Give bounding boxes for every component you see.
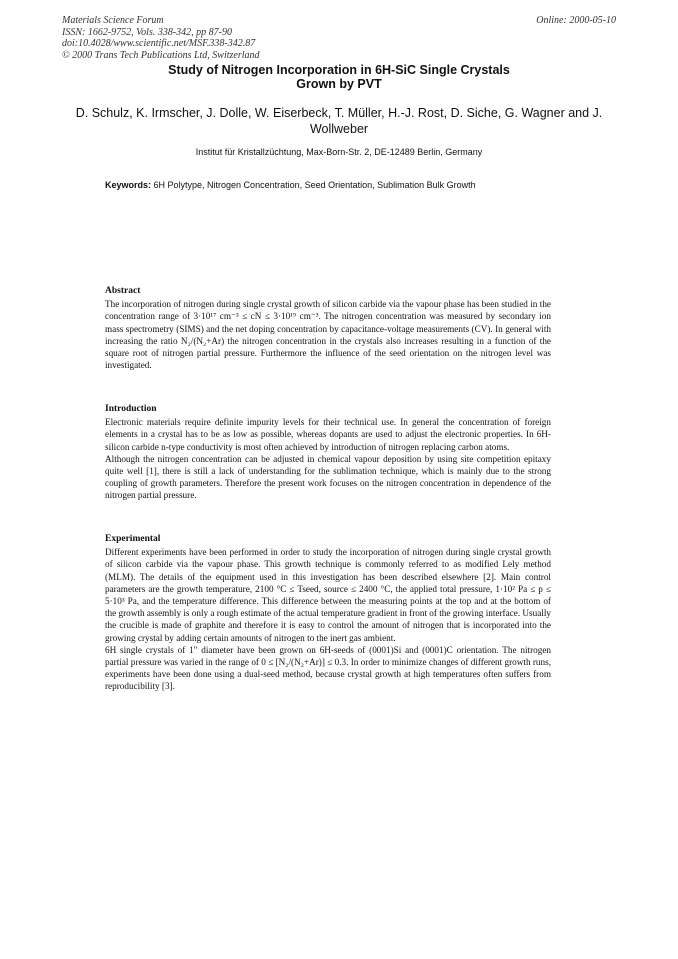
introduction-section	[105, 403, 551, 502]
journal-header	[62, 15, 260, 61]
introduction-paragraph-2: Although the nitrogen concentration can be adjusted in chemical vapour deposition by using site competition epitaxy quite well [1], there is still a lack of understanding for the sublimation technique, which is mainly due to the strong coupling of growth parameters. Therefore the present work focuses on the nitrogen concentration in dependence of the nitrogen partial pressure.	[105, 453, 551, 501]
copyright-line: © 2000 Trans Tech Publications Ltd, Switzerland	[62, 49, 260, 61]
keywords	[105, 180, 476, 190]
experimental-paragraph-2: 6H single crystals of 1" diameter have been grown on 6H-seeds of (0001)Si and (0001)C orientation. The nitrogen partial pressure was varied in the range of 0 ≤ [N₂/(N₂+Ar)] ≤ 0.3. In order to minimize changes of different growth runs, experiments have been done using a dual-seed method, because crystal growth at high temperatures often suffers from reproducibility [3].	[105, 644, 551, 692]
keywords-label: Keywords:	[105, 180, 152, 190]
author-list: D. Schulz, K. Irmscher, J. Dolle, W. Eiserbeck, T. Müller, H.-J. Rost, D. Siche, G. Wagner and J. Wollweber	[75, 106, 603, 136]
experimental-section	[105, 533, 551, 693]
doi-line: doi:10.4028/www.scientific.net/MSF.338-342.87	[62, 38, 256, 49]
abstract-section	[105, 285, 551, 371]
introduction-paragraph-1: Electronic materials require definite impurity levels for their technical use. In general the concentration of foreign elements in a crystal has to be as low as possible, whereas dopants are used to adjust the electronic properties. In 6H-silicon carbide n-type conductivity is most often achieved by introduction of nitrogen replacing carbon atoms.	[105, 417, 551, 452]
experimental-paragraph-1: Different experiments have been performed in order to study the incorporation of nitrogen during single crystal growth of silicon carbide via the vapour phase. This growth technique is commonly referred to as modified Lely method (MLM). The details of the equipment used in this investigation has been described elsewhere [2]. Main control parameters are the growth temperature, 2100 °C ≤ Tseed, source ≤ 2400 °C, the applied total pressure, 1·10² Pa ≤ p ≤ 5·10³ Pa, and the temperature difference. This difference between the measuring points at the top and at the bottom of the growth assembly is only a rough estimate of the actual temperature gradient in front of the growing interface. Usually the crucible is made of graphite and therefore it is easy to control the amount of nitrogen that is incorporated into the growing crystal by adding certain amounts of nitrogen to the inert gas ambient.	[105, 547, 551, 643]
introduction-heading: Introduction	[105, 404, 157, 414]
experimental-heading: Experimental	[105, 534, 161, 544]
journal-name: Materials Science Forum	[62, 15, 164, 26]
keywords-text: 6H Polytype, Nitrogen Concentration, Seed Orientation, Sublimation Bulk Growth	[151, 180, 476, 190]
abstract-heading: Abstract	[105, 286, 141, 296]
title-line-1: Study of Nitrogen Incorporation in 6H-SiC Single Crystals	[168, 63, 510, 77]
paper-title	[0, 63, 678, 91]
issn-line: ISSN: 1662-9752, Vols. 338-342, pp 87-90	[62, 26, 232, 38]
online-date: Online: 2000-05-10	[536, 15, 616, 26]
abstract-text: The incorporation of nitrogen during single crystal growth of silicon carbide via the vapour phase has been studied in the concentration range of 3·10¹⁷ cm⁻³ ≤ cN ≤ 3·10¹⁹ cm⁻³. The nitrogen concentration was measured by secondary ion mass spectrometry (SIMS) and the net doping concentration by capacitance-voltage measurements (CV). In general with increasing the ratio N₂/(N₂+Ar) the nitrogen concentration in the crystals also increases resulting in a function of the square root of nitrogen partial pressure. Furthermore the influence of the seed orientation on the nitrogen level was investigated.	[105, 299, 551, 371]
affiliation: Institut für Kristallzüchtung, Max-Born-Str. 2, DE-12489 Berlin, Germany	[195, 147, 483, 157]
title-line-2: Grown by PVT	[296, 77, 382, 91]
